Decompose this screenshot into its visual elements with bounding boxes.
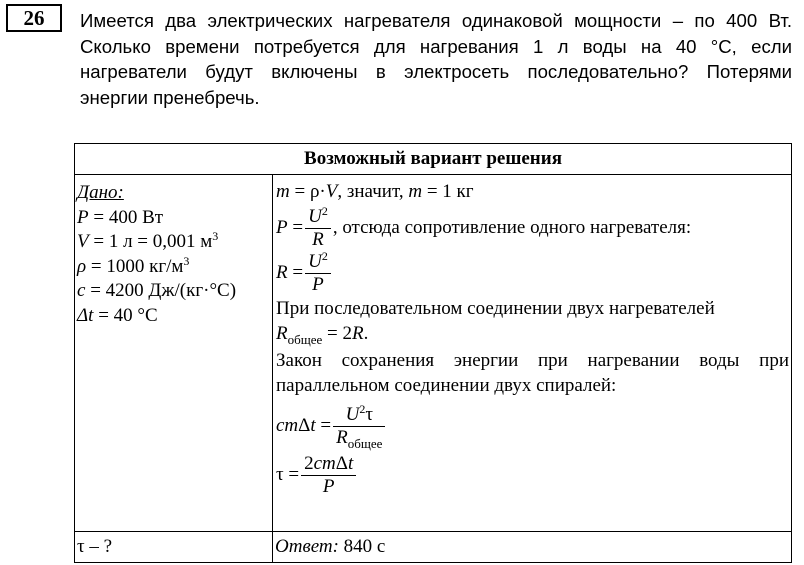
- problem-line: энергии пренебречь.: [80, 86, 260, 108]
- given-cell: [75, 175, 273, 532]
- problem-number: 26: [6, 4, 62, 32]
- total-resistance: $R_{общее} = 2R$.: [276, 323, 369, 347]
- given-density: ρ = 1000 $кг/м^3$: [77, 253, 190, 277]
- problem-statement: [80, 8, 792, 110]
- unknown-cell: τ – ?: [75, 532, 273, 563]
- problem-line: нагреватели будут включены в электросеть последовательно? Потерями: [80, 61, 792, 82]
- answer-value: 840 с: [338, 536, 386, 557]
- energy-law-line: Закон сохранения энергии при нагревании воды при: [276, 350, 789, 371]
- answer-label: Ответ:: [275, 536, 339, 557]
- given-heat-capacity: c = 4200 Дж/(кг·°С): [77, 280, 237, 301]
- problem-line: Сколько времени потребуется для нагревания 1 л воды на 40 °С, если: [80, 35, 792, 57]
- resistance-formula: R = $\frac{U^2}{P}$: [276, 251, 789, 296]
- problem-line: Имеется два электрических нагревателя одинаковой мощности – по 400 Вт.: [80, 10, 792, 31]
- power-formula: P = $\frac{U^2}{R}$ , отсюда сопротивление одного нагревателя:: [276, 204, 692, 250]
- given-volume: V = 1 л = 0,001 $м^3$: [77, 229, 219, 252]
- time-formula: τ = $\frac{\text{2cmΔt}}{P}$: [276, 453, 789, 498]
- solution-table: [74, 143, 792, 563]
- given-temperature-change: Δt = 40 °С: [77, 304, 158, 326]
- answer-cell: [273, 532, 792, 563]
- energy-balance-formula: cmΔt = $\frac{U^2\tau}{R_{общее}}$: [276, 404, 789, 449]
- series-text: При последовательном соединении двух нагревателей: [276, 298, 715, 319]
- solution-header: Возможный вариант решения: [75, 144, 792, 175]
- solution-cell: [273, 175, 792, 532]
- given-power: P = 400 Вт: [77, 206, 164, 228]
- energy-law-line: параллельном соединении двух спиралей:: [276, 375, 617, 396]
- given-label: Дано:: [77, 182, 124, 203]
- mass-formula: m = ρ·V, значит, m = 1 кг: [276, 181, 474, 202]
